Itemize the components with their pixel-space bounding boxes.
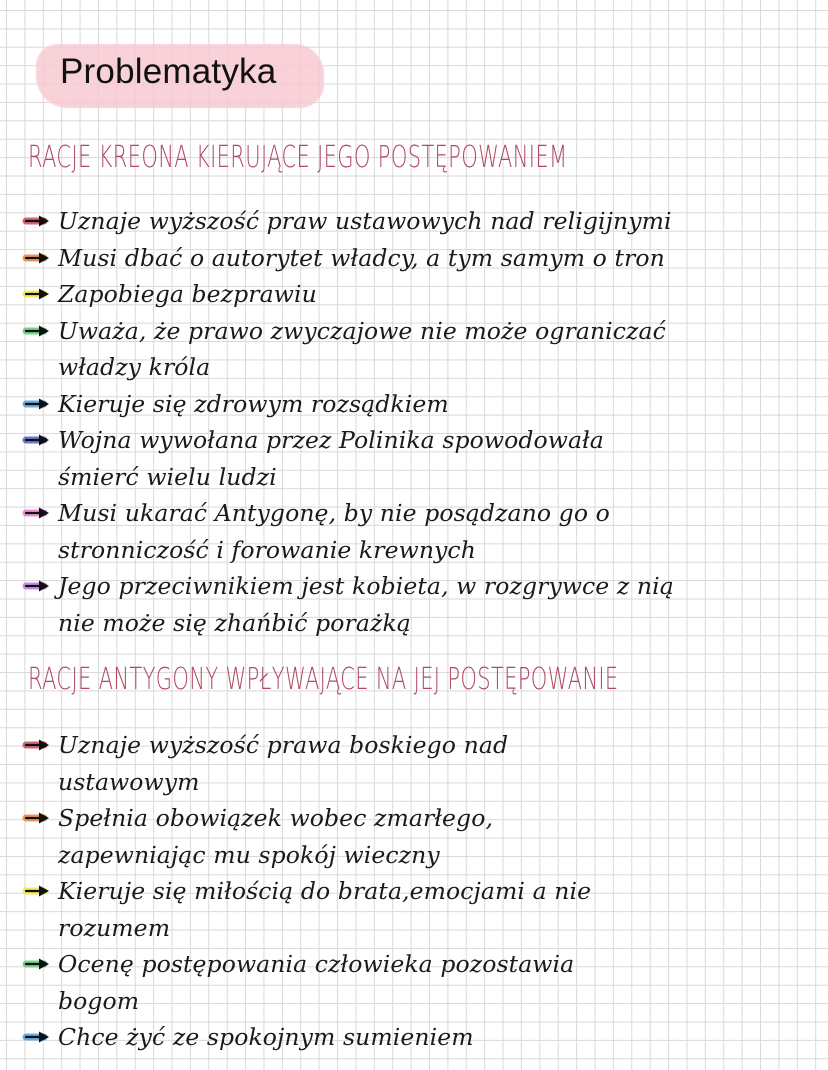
section-heading-kreon: RACJE KREONA KIERUJĄCE JEGO POSTĘPOWANIEM [28, 140, 568, 175]
list-item-text: Uznaje wyższość praw ustawowych nad religijnymi [58, 207, 672, 235]
list-item [20, 946, 810, 1019]
list-item-text: Kieruje się zdrowym rozsądkiem [58, 389, 449, 418]
arrow-right-icon [22, 249, 52, 267]
arrow-right-icon [22, 955, 52, 973]
section-heading-antygona: RACJE ANTYGONY WPŁYWAJĄCE NA JEJ POSTĘPOWANIE [28, 662, 619, 697]
list-item-text: Ocenę postępowania człowieka pozostawia [58, 950, 575, 978]
list-item-text: nie może się zhańbić porażką [58, 608, 411, 637]
list-item-text: Uważa, że prawo zwyczajowe nie może ograniczać [58, 316, 666, 345]
list-item [20, 313, 810, 386]
list-item [20, 1019, 810, 1056]
arrow-right-icon [22, 395, 52, 413]
antygona-reasons-list [20, 727, 810, 1056]
list-item [20, 386, 810, 423]
list-item-text: bogom [58, 986, 140, 1015]
list-item-text: Zapobiega bezprawiu [58, 280, 317, 308]
list-item-text: rozumem [58, 913, 171, 942]
list-item [20, 873, 810, 946]
arrow-right-icon [22, 431, 52, 449]
arrow-right-icon [22, 504, 52, 522]
list-item-text: zapewniając mu spokój wieczny [58, 840, 440, 869]
list-item [20, 276, 810, 313]
list-item-text: Kieruje się miłością do brata,emocjami a nie [58, 877, 592, 905]
arrow-right-icon [22, 322, 52, 340]
list-item-text: Musi dbać o autorytet władcy, a tym samym o tron [58, 243, 665, 272]
list-item-text: śmierć wielu ludzi [58, 462, 277, 491]
list-item [20, 568, 810, 641]
list-item-text: Spełnia obowiązek wobec zmarłego, [58, 804, 494, 832]
page-title: Problematyka [60, 52, 277, 91]
arrow-right-icon [22, 809, 52, 827]
kreon-reasons-list [20, 203, 810, 641]
arrow-right-icon [22, 285, 52, 303]
list-item-text: Chce żyć ze spokojnym sumieniem [58, 1023, 474, 1051]
list-item-text: stronniczość i forowanie krewnych [58, 535, 476, 564]
arrow-right-icon [22, 212, 52, 230]
list-item [20, 800, 810, 873]
list-item [20, 727, 810, 800]
list-item-text: ustawowym [58, 767, 200, 796]
arrow-right-icon [22, 577, 52, 595]
arrow-right-icon [22, 736, 52, 754]
list-item-text: Musi ukarać Antygonę, by nie posądzano go o [58, 499, 610, 527]
arrow-right-icon [22, 882, 52, 900]
list-item-text: Jego przeciwnikiem jest kobieta, w rozgrywce z nią [58, 572, 674, 600]
list-item [20, 240, 810, 277]
list-item-text: władzy króla [58, 353, 211, 381]
list-item [20, 495, 810, 568]
list-item [20, 203, 810, 240]
list-item-text: Wojna wywołana przez Polinika spowodowała [58, 426, 604, 454]
list-item-text: Uznaje wyższość prawa boskiego nad [58, 731, 509, 759]
arrow-right-icon [22, 1028, 52, 1046]
list-item [20, 422, 810, 495]
